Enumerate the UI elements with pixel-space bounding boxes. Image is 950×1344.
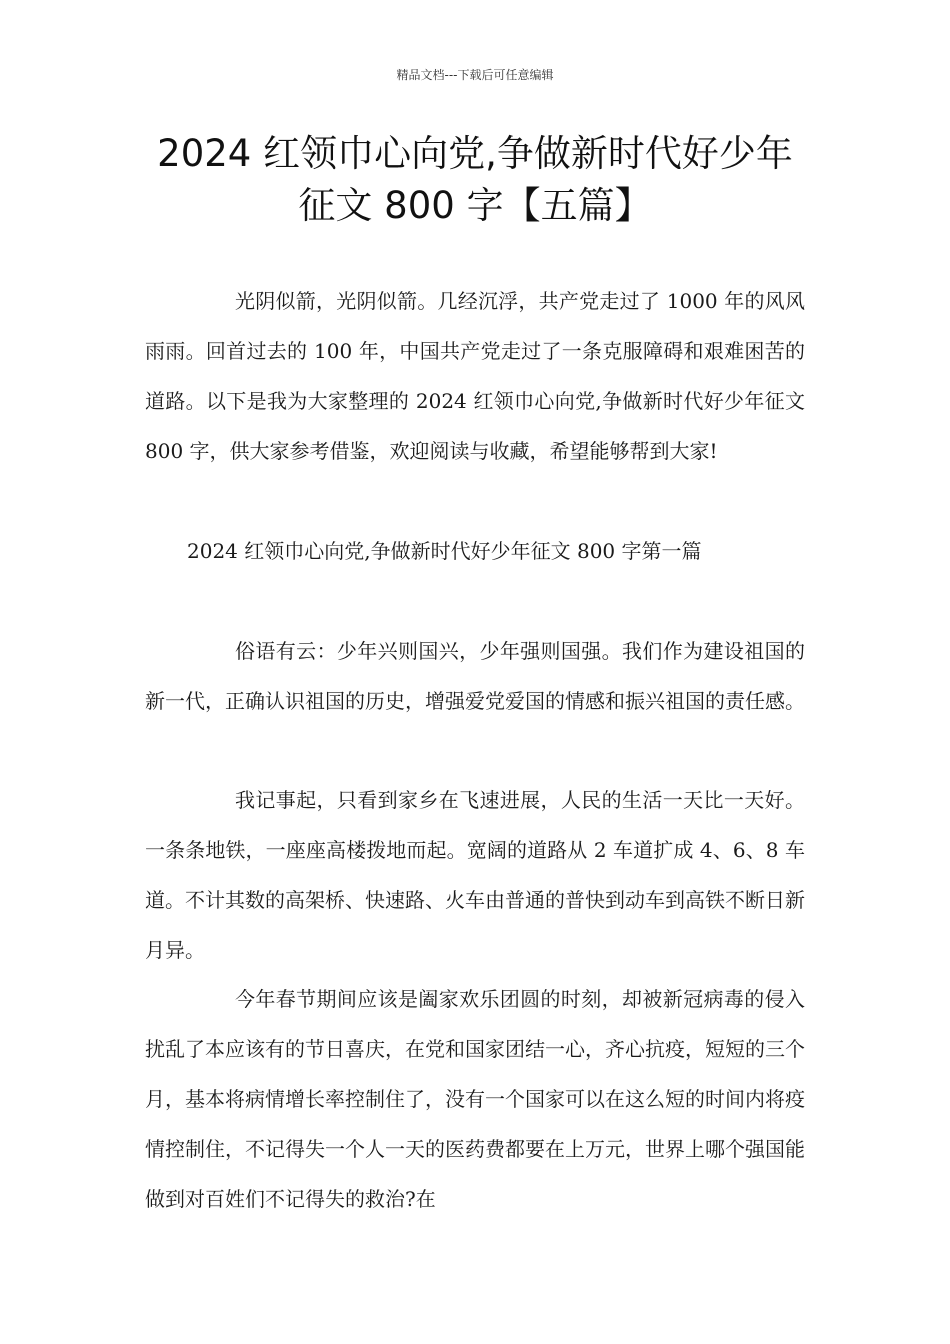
document-title — [60, 128, 890, 232]
title-line-1: 2024 红领巾心向党,争做新时代好少年 — [157, 132, 793, 175]
paragraph-3: 今年春节期间应该是阖家欢乐团圆的时刻，却被新冠病毒的侵入扰乱了本应该有的节日喜庆，在党和国家团结一心，齐心抗疫，短短的三个月，基本将病情增长率控制住了，没有一个国家可以在这么短的时间内将疫情控制住，不记得失一个人一天的医药费都要在上万元，世界上哪个强国能做到对百姓们不记得失的救治?在 — [145, 987, 805, 1211]
paragraph-2: 我记事起，只看到家乡在飞速进展，人民的生活一天比一天好。一条条地铁，一座座高楼拨地而起。宽阔的道路从 2 车道扩成 4、6、8 车道。不计其数的高架桥、快速路、火车由普通的普快到动车到高铁不断日新月异。 — [145, 788, 805, 962]
header-note: 精品文档---下载后可任意编辑 — [396, 68, 554, 82]
paragraph-1: 俗语有云：少年兴则国兴，少年强则国强。我们作为建设祖国的新一代，正确认识祖国的历史，增强爱党爱国的情感和振兴祖国的责任感。 — [145, 639, 805, 713]
title-line-2: 征文 800 字【五篇】 — [298, 184, 652, 227]
intro-paragraph: 光阴似箭，光阴似箭。几经沉浮，共产党走过了 1000 年的风风雨雨。回首过去的 100 年，中国共产党走过了一条克服障碍和艰难困苦的道路。以下是我为大家整理的 2024 红领巾心向党,争做新时代好少年征文 800 字，供大家参考借鉴，欢迎阅读与收藏，希望能够帮到大家! — [145, 289, 805, 463]
section-heading: 2024 红领巾心向党,争做新时代好少年征文 800 字第一篇 — [187, 539, 702, 563]
